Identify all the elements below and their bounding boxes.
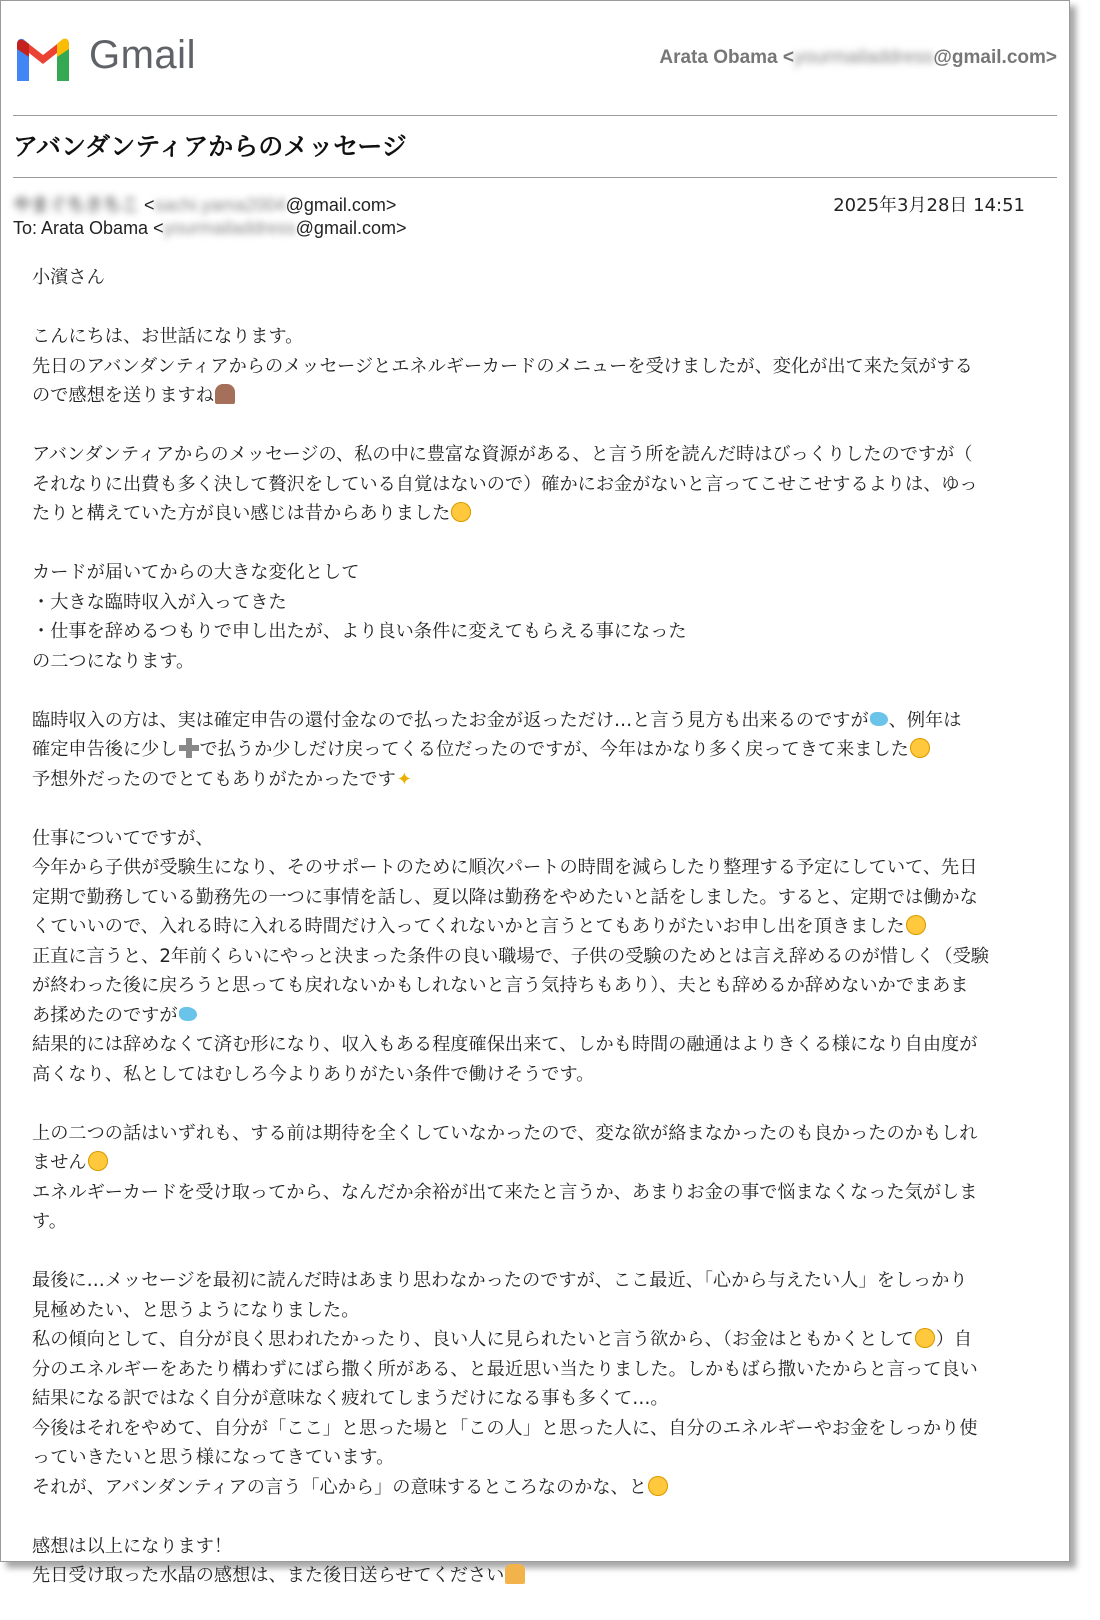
sender-hidden: sachi.yama2004 (154, 195, 286, 215)
grinning-sweat-icon (915, 1328, 935, 1348)
body-line: 感想は以上になります！ (32, 1535, 233, 1557)
sender-line (13, 191, 396, 217)
greeting: 小濱さん (32, 267, 105, 288)
body-line (32, 381, 1042, 411)
body-line: 定期で勤務している勤務先の一つに事情を話し、夏以降は勤務をやめたいと話をしました。すると、定期では働かな (32, 886, 978, 908)
body-line (32, 912, 1042, 942)
sparkles-icon: ✦ (396, 768, 412, 790)
body-line (32, 735, 1042, 765)
account-address (659, 47, 1057, 69)
body-line: 結果になる訳ではなく自分が意味なく疲れてしまうだけになる事も多くて…。 (32, 1388, 669, 1409)
paragraph-2 (32, 440, 1042, 529)
body-line: 今後はそれをやめて、自分が「ここ」と思った場と「この人」と思った人に、自分のエネルギーやお金をしっかり使 (32, 1417, 978, 1439)
person-bowing-icon (215, 384, 235, 404)
gmail-header (13, 31, 1057, 85)
body-line: 仕事についてですが、 (32, 827, 214, 849)
sweat-droplets-icon (870, 712, 888, 726)
relieved-face-icon (648, 1476, 668, 1496)
body-text: たりと構えていた方が良い感じは昔からありました (32, 503, 451, 524)
smiling-face-icon (910, 738, 930, 758)
crying-face-icon (906, 915, 926, 935)
body-line (32, 1561, 1042, 1591)
gmail-logo-icon (13, 35, 73, 83)
body-line: こんにちは、お世話になります。 (32, 326, 304, 347)
body-line: 先日のアバンダンティアからのメッセージとエネルギーカードのメニューを受けましたが、変化が出て来た気がする (32, 355, 973, 377)
plus-icon (179, 738, 199, 758)
body-line (32, 706, 1042, 736)
paragraph-8 (32, 1532, 1042, 1591)
smiling-face-icon (451, 502, 471, 522)
paragraph-7 (32, 1266, 1042, 1502)
body-line (32, 1325, 1042, 1355)
body-line: っていきたいと思う様になってきています。 (32, 1447, 395, 1468)
paragraph-1 (32, 322, 1042, 411)
body-line: ・大きな臨時収入が入ってきた (32, 591, 287, 613)
body-text: 臨時収入の方は、実は確定申告の還付金なので払ったお金が返っただけ…と言う見方も出来るのですが (32, 709, 869, 731)
sweat-droplets-icon (179, 1007, 197, 1021)
body-text: 確定申告後に少し (32, 739, 178, 760)
body-line: 分のエネルギーをあたり構わずにばら撒く所がある、と最近思い当たりました。しかもばら撒いたからと言って良い (32, 1358, 978, 1380)
body-line: が終わった後に戻ろうと思っても戻れないかもしれないと言う気持ちもあり）、夫とも辞めるか辞めないかでまあま (32, 975, 969, 996)
body-line (32, 765, 1042, 795)
body-line: カードが届いてからの大きな変化として (32, 562, 360, 583)
paragraph-3 (32, 558, 1042, 676)
body-line: 上の二つの話はいずれも、する前は期待を全くしていなかったので、変な欲が絡まなかったのも良かったのかもしれ (32, 1122, 978, 1144)
account-name: Arata Obama < (659, 47, 794, 68)
gmail-brand: Gmail (89, 33, 196, 77)
body-text: ）自 (935, 1329, 973, 1350)
body-line: 高くなり、私としてはむしろ今よりありがたい条件で働けそうです。 (32, 1063, 595, 1085)
body-text: 私の傾向として、自分が良く思われたかったり、良い人に見られたいと言う欲から、（お金はともかくとして (32, 1329, 914, 1350)
body-line (32, 1001, 1042, 1031)
recipient-domain: @gmail.com> (295, 218, 407, 238)
recipient-prefix: To: Arata Obama < (13, 218, 164, 238)
email-body (32, 263, 1042, 1620)
folded-hands-icon (505, 1564, 525, 1584)
divider (13, 115, 1057, 116)
body-text: で払うか少しだけ戻ってくる位だったのですが、今年はかなり多く戻ってきて来ました (199, 739, 909, 760)
paragraph-4 (32, 706, 1042, 795)
body-text: それが、アバンダンティアの言う「心から」の意味するところなのかな、と (32, 1476, 647, 1498)
body-text: ので感想を送りますね (32, 385, 214, 406)
recipient-hidden: yourmailaddress (163, 218, 296, 238)
body-line: 見極めたい、と思うようになりました。 (32, 1299, 360, 1321)
account-hidden: yourmailaddress (794, 47, 934, 68)
body-text: 、例年は (888, 709, 962, 731)
body-line: ・仕事を辞めるつもりで申し出たが、より良い条件に変えてもらえる事になった (32, 621, 687, 642)
body-line (32, 499, 1042, 529)
recipient-line (13, 218, 406, 239)
paragraph-5 (32, 824, 1042, 1090)
body-line (32, 1473, 1042, 1503)
body-line: 今年から子供が受験生になり、そのサポートのために順次パートの時間を減らしたり整理する予定にしていて、先日 (32, 857, 978, 878)
sender-domain: @gmail.com> (285, 195, 397, 215)
email-date: 2025年3月28日 14:51 (833, 195, 1025, 216)
body-text: あ揉めたのですが (32, 1004, 178, 1026)
body-line: 最後に…メッセージを最初に読んだ時はあまり思わなかったのですが、ここ最近、「心から与えたい人」をしっかり (32, 1270, 968, 1291)
sender-name: やまぐちさちこ (13, 195, 139, 215)
body-line (32, 1148, 1042, 1178)
email-subject: アバンダンティアからのメッセージ (13, 132, 407, 161)
account-domain: @gmail.com> (933, 47, 1057, 68)
body-text: 先日受け取った水晶の感想は、また後日送らせてください (32, 1565, 505, 1586)
body-line: それなりに出費も多く決して贅沢をしている自覚はないので）確かにお金がないと言ってこせこせするよりは、ゆっ (32, 473, 978, 495)
body-line: 正直に言うと、2年前くらいにやっと決まった条件の良い職場で、子供の受験のためとは言え辞めるのが惜しく（受験 (32, 945, 989, 967)
relieved-face-icon (88, 1151, 108, 1171)
body-text: 予想外だったのでとてもありがたかったです (32, 768, 396, 790)
body-line: の二つになります。 (32, 650, 195, 672)
body-line: アバンダンティアからのメッセージの、私の中に豊富な資源がある、と言う所を読んだ時はびっくりしたのですが（ (32, 444, 973, 465)
body-text: ません (32, 1152, 87, 1173)
body-line: 結果的には辞めなくて済む形になり、収入もある程度確保出来て、しかも時間の融通はよりきくる様になり自由度が (32, 1034, 978, 1055)
paragraph-6 (32, 1119, 1042, 1237)
sender-open: < (139, 195, 155, 215)
body-line: す。 (32, 1211, 67, 1232)
divider (13, 177, 1057, 178)
body-text: くていいので、入れる時に入れる時間だけ入ってくれないかと言うとてもありがたいお申し出を頂きました (32, 916, 905, 937)
body-line: エネルギーカードを受け取ってから、なんだか余裕が出て来たと言うか、あまりお金の事で悩まなくなった気がしま (32, 1181, 978, 1203)
